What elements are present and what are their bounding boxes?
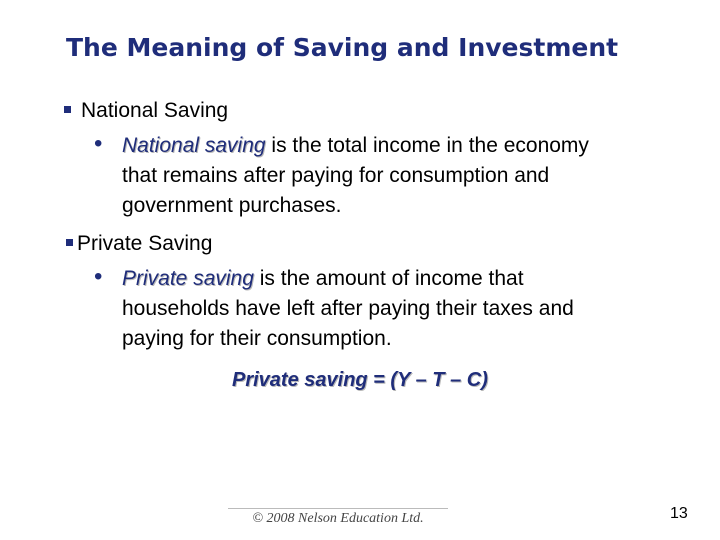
definition-line: paying for their consumption. [122,327,392,350]
round-bullet-icon: • [94,130,103,157]
term-highlight: Private saving [122,267,254,290]
definition-line: that remains after paying for consumption and [122,164,550,187]
bullet-heading: National Saving [81,99,229,122]
bullet-national-saving [64,97,228,125]
definition-national-saving [94,130,682,221]
private-saving-formula: Private saving = (Y – T – C) [232,369,488,391]
square-bullet-icon [64,106,71,113]
definition-line: government purchases. [122,194,342,217]
definition-text: is the total income in the economy [265,134,589,157]
slide-title: The Meaning of Saving and Investment [66,33,619,62]
definition-line: households have left after paying their taxes and [122,297,574,320]
footer-copyright: © 2008 Nelson Education Ltd. [228,508,448,527]
definition-line [122,131,682,161]
page-number: 13 [670,505,688,522]
term-highlight: National saving [122,134,266,157]
definition-line [122,264,682,294]
definition-private-saving [94,263,682,354]
bullet-private-saving [66,230,212,258]
square-bullet-icon [66,239,73,246]
round-bullet-icon: • [94,263,103,290]
definition-text: is the amount of income that [253,267,524,290]
bullet-heading: Private Saving [77,232,213,255]
